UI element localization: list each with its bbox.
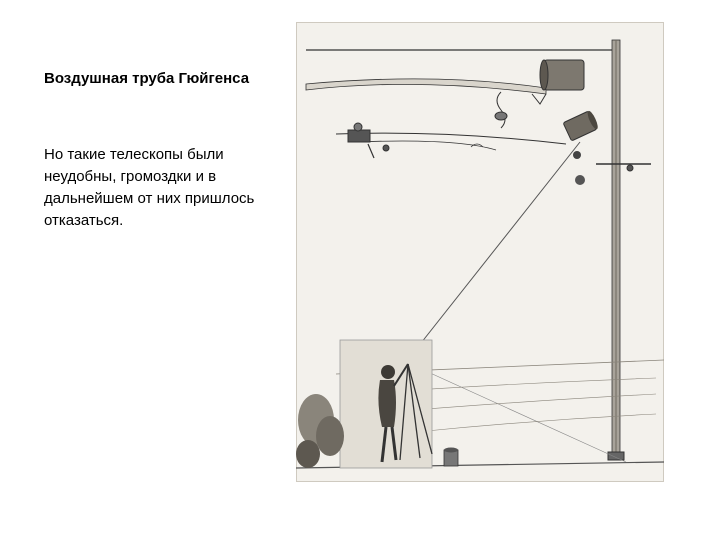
ground-bucket	[444, 448, 458, 467]
slide-title: Воздушная труба Гюйгенса	[44, 70, 250, 87]
aerial-telescope-engraving	[296, 22, 664, 482]
slide-body-text: Но такие телескопы были неудобны, громоздки и в дальнейшем от них пришлось отказаться.	[44, 146, 255, 229]
